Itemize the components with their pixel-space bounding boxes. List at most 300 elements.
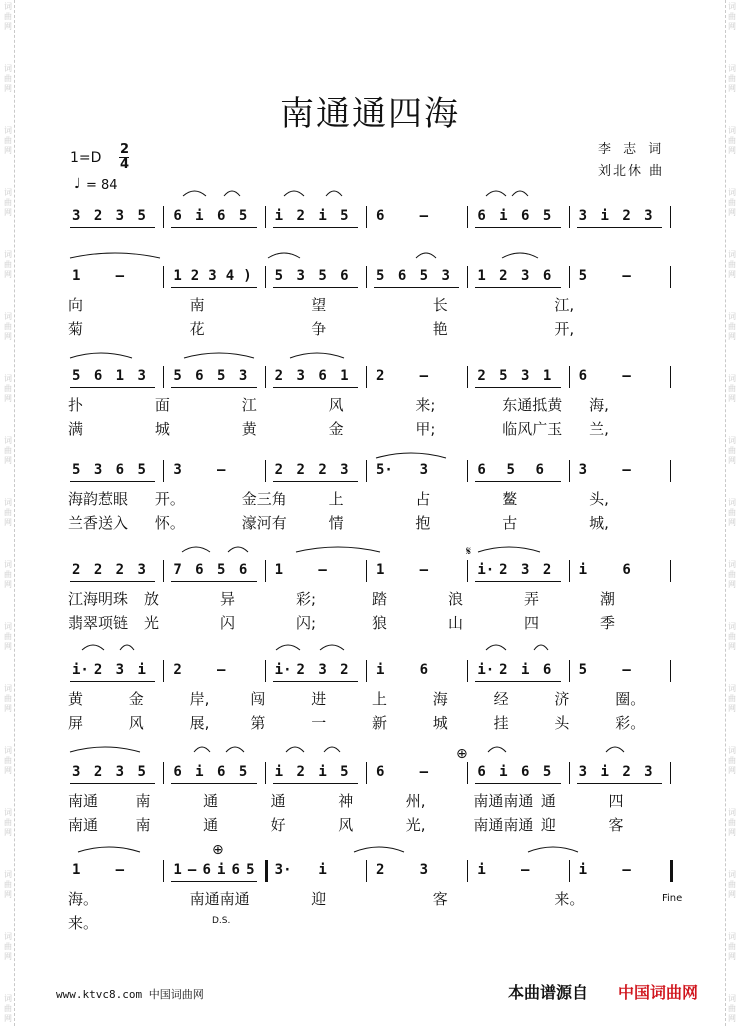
fine-marker: Fine (662, 893, 683, 904)
barline (569, 266, 570, 288)
lyric-word: 海 (432, 690, 448, 708)
note: 6 (578, 368, 588, 384)
note: 5 (137, 208, 146, 224)
watermark-text: 词 曲 网 (728, 250, 736, 279)
slur (324, 747, 340, 752)
barline (366, 206, 367, 228)
note: i (578, 562, 588, 578)
note: 2 (93, 208, 103, 224)
note: i (274, 208, 284, 224)
beam-line (171, 287, 256, 288)
lyric-word: 来。 (68, 914, 99, 932)
note: – (115, 862, 125, 878)
watermark-text: 词 曲 网 (4, 250, 12, 279)
note: 6 (217, 764, 226, 780)
watermark-text: 词 曲 网 (728, 622, 736, 651)
lyric-word: 岸, (189, 690, 210, 708)
note: 6 (318, 368, 327, 384)
note: 2 (318, 462, 327, 478)
note: 6 (195, 562, 204, 578)
beam-line (475, 227, 560, 228)
beam-line (273, 387, 358, 388)
slur (82, 645, 104, 650)
lyric-word: 通 (203, 816, 219, 834)
note: – (217, 662, 226, 678)
note: 5 (578, 662, 588, 678)
watermark-text: 词 曲 网 (4, 994, 12, 1023)
note: – (521, 862, 530, 878)
note: 1 (72, 862, 81, 878)
lyric-word: 向 (68, 296, 84, 314)
lyric-word: 进 (311, 690, 327, 708)
note: 2 (340, 662, 349, 678)
slur (486, 191, 506, 196)
lyric-word: 踏 (372, 590, 388, 608)
note: 2 (376, 862, 385, 878)
note: 5 (246, 862, 255, 878)
note: – (622, 862, 631, 878)
beam-line (475, 287, 560, 288)
time-denominator: 4 (120, 157, 130, 172)
watermark-text: 词 曲 网 (4, 498, 12, 527)
note: 3 (419, 862, 429, 878)
note: 2 (296, 764, 305, 780)
note: 6 (542, 662, 552, 678)
slur (284, 191, 304, 196)
note: i· (477, 662, 495, 678)
lyric-word: 翡翠项链 (68, 614, 129, 632)
note: 6 (521, 208, 530, 224)
note: 2 (296, 208, 305, 224)
barline (569, 560, 570, 582)
note: 1 (173, 862, 182, 878)
lyric-word: 浪 (448, 590, 464, 608)
barline (265, 762, 266, 784)
note: 3 (644, 764, 653, 780)
segno-icon: 𝄋 (466, 544, 472, 558)
note: i (318, 208, 327, 224)
note: 2 (622, 764, 631, 780)
watermark-text: 词 曲 网 (728, 188, 736, 217)
note: 3 (521, 562, 530, 578)
beam-line (171, 581, 256, 582)
note: i (376, 662, 385, 678)
note: 3 (137, 368, 146, 384)
note: 5 (238, 764, 248, 780)
lyric-word: 兰香送入 (68, 514, 129, 532)
lyric-word: 异 (220, 590, 236, 608)
note: 5 (340, 764, 349, 780)
song-title: 南通通四海 (280, 94, 460, 134)
barline (265, 860, 268, 882)
lyric-word: 满 (68, 420, 84, 438)
coda-icon: ⊕ (456, 746, 468, 762)
note: 2 (376, 368, 385, 384)
lyric-word: 城, (589, 514, 609, 532)
lyric-word: 头 (554, 714, 570, 732)
lyric-word: 客 (608, 816, 624, 834)
barline (569, 762, 570, 784)
barline (670, 206, 671, 228)
note: 2 (72, 562, 81, 578)
barline (467, 206, 468, 228)
note: – (622, 662, 631, 678)
beam-line (171, 227, 256, 228)
note: 2 (274, 368, 284, 384)
beam-line (70, 481, 155, 482)
footer-brand[interactable]: 中国词曲网 (618, 983, 699, 1002)
barline (366, 460, 367, 482)
lyric-word: 狼 (372, 614, 388, 632)
lyric-word: 风 (328, 396, 344, 414)
lyric-word: 第 (250, 714, 266, 732)
lyric-word: 江海明珠 (68, 590, 129, 608)
note: 2 (190, 268, 200, 284)
lyric-word: 州, (405, 792, 426, 810)
barline (265, 560, 266, 582)
note: 6 (521, 764, 530, 780)
note: 3 (72, 208, 81, 224)
lyric-word: 光, (405, 816, 426, 834)
note: 3 (340, 462, 349, 478)
watermark-text: 词 曲 网 (4, 746, 12, 775)
barline (366, 266, 367, 288)
barline (569, 206, 570, 228)
slur (296, 547, 380, 552)
slur (226, 747, 244, 752)
slur (276, 645, 300, 650)
lyric-word: 临风广玉 (502, 420, 563, 438)
lyric-word: 风 (128, 714, 144, 732)
note: 6 (477, 764, 486, 780)
ds-marker: D.S. (212, 916, 231, 926)
watermark-text: 词 曲 网 (728, 126, 736, 155)
note: 5 (137, 462, 146, 478)
lyric-word: 花 (189, 320, 205, 338)
note: – (217, 462, 226, 478)
note: 5 (542, 208, 552, 224)
note: 6 (195, 368, 204, 384)
note: 3 (578, 764, 588, 780)
note: 1 (542, 368, 552, 384)
lyric-word: 金三角 (241, 490, 287, 508)
note: 6 (115, 462, 125, 478)
note: 2 (477, 368, 486, 384)
footer-url[interactable]: www.ktvc8.com 中国词曲网 (56, 988, 204, 1001)
beam-line (273, 681, 358, 682)
lyric-word: 四 (608, 792, 624, 810)
beam-line (70, 387, 155, 388)
note: 2 (499, 562, 508, 578)
lyric-word: 圈。 (615, 690, 646, 708)
watermark-text: 词 曲 网 (4, 932, 12, 961)
beam-line (273, 481, 358, 482)
lyric-word: 黄 (241, 420, 257, 438)
note: 7 (173, 562, 182, 578)
barline (163, 560, 164, 582)
note: 2 (274, 462, 284, 478)
note: 3 (296, 368, 305, 384)
note: 3 (296, 268, 305, 284)
lyric-word: 屏 (68, 714, 84, 732)
note: 4 (225, 268, 235, 284)
barline (467, 366, 468, 388)
note: 3· (274, 862, 292, 878)
time-numerator: 2 (120, 142, 130, 157)
note: ) (243, 268, 252, 284)
watermark-text: 词 曲 网 (728, 374, 736, 403)
lyric-word: 南 (135, 816, 151, 834)
note: 5 (137, 764, 146, 780)
note: 2 (499, 662, 508, 678)
note: 6 (173, 764, 182, 780)
note: 3 (115, 208, 125, 224)
slur (182, 547, 210, 552)
lyric-word: 好 (270, 816, 286, 834)
barline (569, 660, 570, 682)
lyric-word: 开, (554, 320, 575, 338)
lyric-word: 金 (328, 420, 344, 438)
note: 3 (521, 368, 530, 384)
lyric-word: 来。 (554, 890, 585, 908)
watermark-text: 词 曲 网 (728, 2, 736, 31)
lyric-word: 放 (144, 590, 160, 608)
watermark-text: 词 曲 网 (4, 126, 12, 155)
note: 5 (72, 368, 81, 384)
note: 2 (542, 562, 552, 578)
slur (228, 547, 248, 552)
tempo: = 84 (86, 178, 118, 193)
lyric-word: 闪 (220, 614, 236, 632)
note: 1 (115, 368, 125, 384)
lyric-word: 四 (524, 614, 540, 632)
slur (183, 191, 206, 196)
slur (326, 191, 342, 196)
barline (163, 860, 164, 882)
watermark-text: 词 曲 网 (728, 746, 736, 775)
barline (670, 266, 671, 288)
beam-line (475, 387, 560, 388)
lyric-word: 城 (154, 420, 170, 438)
lyric-word: 风 (338, 816, 354, 834)
barline (163, 660, 164, 682)
note: i (137, 662, 146, 678)
note: 5 (72, 462, 81, 478)
lyric-word: 南通南通 (473, 816, 534, 834)
note: – (318, 562, 327, 578)
note: – (622, 268, 631, 284)
beam-line (475, 681, 560, 682)
slur (488, 747, 506, 752)
lyric-word: 兰, (589, 420, 609, 438)
note: 1 (72, 268, 81, 284)
note: 2 (499, 268, 508, 284)
note: 3 (578, 208, 588, 224)
slur (224, 191, 240, 196)
beam-line (273, 227, 358, 228)
watermark-text: 词 曲 网 (4, 870, 12, 899)
note: 6 (477, 208, 486, 224)
barline (569, 860, 570, 882)
lyric-word: 鳌 (502, 490, 518, 508)
note: i (274, 764, 284, 780)
watermark-text: 词 曲 网 (728, 64, 736, 93)
lyric-word: 上 (372, 690, 388, 708)
note: 3 (521, 268, 530, 284)
slur (376, 453, 446, 458)
lyric-word: 开。 (154, 490, 185, 508)
barline (467, 460, 468, 482)
note: 2 (115, 562, 125, 578)
note: i (521, 662, 530, 678)
lyric-word: 濠河有 (241, 514, 287, 532)
beam-line (273, 783, 358, 784)
note: 3 (419, 462, 429, 478)
barline (366, 560, 367, 582)
beam-line (171, 881, 256, 882)
slur (354, 847, 404, 852)
slur (486, 645, 506, 650)
beam-line (171, 387, 256, 388)
lyric-word: 弄 (524, 590, 540, 608)
lyric-word: 情 (328, 514, 344, 532)
barline (366, 762, 367, 784)
lyric-word: 头, (589, 490, 609, 508)
note: – (622, 368, 631, 384)
note: 3 (137, 562, 146, 578)
note: 2 (93, 562, 103, 578)
beam-line (577, 783, 662, 784)
watermark-text: 词 曲 网 (4, 2, 12, 31)
note: 6 (542, 268, 552, 284)
note: i (195, 764, 204, 780)
note: 5 (376, 268, 385, 284)
note: i (318, 764, 327, 780)
lyric-word: 南通 (68, 816, 99, 834)
note: i (499, 208, 508, 224)
note: 5 (238, 208, 248, 224)
beam-line (475, 783, 560, 784)
coda-icon-2: ⊕ (212, 842, 224, 858)
lyric-word: 江, (554, 296, 575, 314)
barline (670, 762, 671, 784)
note: 3 (115, 662, 125, 678)
key-signature: 1=D (70, 150, 102, 166)
note: – (419, 368, 429, 384)
beam-line (475, 581, 560, 582)
note: 5 (419, 268, 429, 284)
note: 3 (644, 208, 653, 224)
lyric-word: 黄 (68, 690, 84, 708)
lyric-word: 彩; (296, 590, 317, 608)
lyric-word: 长 (432, 296, 448, 314)
note: 6 (173, 208, 182, 224)
slur (120, 645, 134, 650)
lyric-word: 潮 (600, 590, 616, 608)
note: 6 (376, 208, 385, 224)
slur (528, 847, 578, 852)
quarter-note-icon: ♩ (74, 176, 81, 192)
note: 3 (238, 368, 248, 384)
barline (670, 560, 671, 582)
slur (78, 847, 140, 852)
lyric-word: 菊 (68, 320, 84, 338)
barline (569, 460, 570, 482)
barline (467, 560, 468, 582)
watermark-text: 词 曲 网 (728, 684, 736, 713)
note: i (600, 208, 609, 224)
barline (163, 266, 164, 288)
note: i (600, 764, 609, 780)
lyric-word: 季 (600, 614, 616, 632)
watermark-text: 词 曲 网 (4, 436, 12, 465)
note: 6 (376, 764, 385, 780)
note: 5 (578, 268, 588, 284)
slur (512, 191, 528, 196)
slur (290, 353, 344, 358)
barline (163, 762, 164, 784)
note: – (115, 268, 125, 284)
note: i (578, 862, 588, 878)
barline (467, 762, 468, 784)
slur (286, 747, 304, 752)
barline (163, 206, 164, 228)
lyric-word: 彩。 (615, 714, 646, 732)
note: 6 (622, 562, 631, 578)
note: i· (274, 662, 292, 678)
watermark-text: 词 曲 网 (4, 64, 12, 93)
barline (670, 660, 671, 682)
lyric-word: 山 (448, 614, 464, 632)
lyric-word: 面 (154, 396, 170, 414)
slur (70, 747, 140, 752)
lyric-word: 光 (144, 614, 160, 632)
note: 6 (419, 662, 429, 678)
footer-source: 本曲谱源自 (508, 983, 589, 1002)
note: 6 (238, 562, 248, 578)
note: – (187, 862, 197, 878)
note: 6 (340, 268, 349, 284)
barline (467, 660, 468, 682)
note: 1 (274, 562, 284, 578)
note: 3 (578, 462, 588, 478)
slur (502, 253, 538, 258)
beam-line (70, 227, 155, 228)
note: 2 (296, 662, 305, 678)
lyric-word: 通 (203, 792, 219, 810)
note: i (195, 208, 204, 224)
lyric-word: 闪; (296, 614, 317, 632)
lyric-word: 客 (432, 890, 448, 908)
lyric-word: 迎 (311, 890, 327, 908)
beam-line (475, 481, 560, 482)
note: i (499, 764, 508, 780)
note: 6 (202, 862, 211, 878)
note: 5 (217, 562, 226, 578)
beam-line (70, 783, 155, 784)
barline (467, 860, 468, 882)
note: 3 (93, 462, 103, 478)
note: 2 (93, 662, 103, 678)
watermark-text: 词 曲 网 (4, 312, 12, 341)
barline (670, 460, 671, 482)
watermark-text: 词 曲 网 (728, 870, 736, 899)
note: 5 (340, 208, 349, 224)
lyric-word: 江 (241, 396, 257, 414)
lyric-word: 来; (415, 396, 436, 414)
barline (265, 206, 266, 228)
slur (478, 547, 540, 552)
